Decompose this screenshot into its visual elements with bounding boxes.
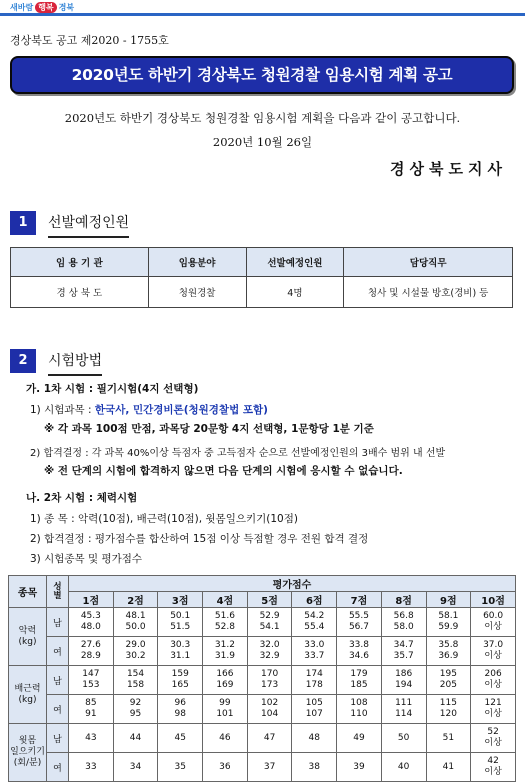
score-cell: 29.0 30.2 bbox=[113, 637, 158, 666]
score-cell: 33 bbox=[69, 753, 114, 782]
score-cell: 30.3 31.1 bbox=[158, 637, 203, 666]
score-cell: 33.0 33.7 bbox=[292, 637, 337, 666]
pass-note: ※ 전 단계의 시험에 합격하지 않으면 다음 단계의 시험에 응시할 수 없습니다. bbox=[44, 465, 403, 477]
score-cell: 96 98 bbox=[158, 695, 203, 724]
sex-label: 남 bbox=[47, 666, 69, 695]
score-cell: 195 205 bbox=[426, 666, 471, 695]
score-cell: 50 bbox=[381, 724, 426, 753]
logo-left-text: 새바람 bbox=[10, 3, 34, 12]
score-cell: 37 bbox=[247, 753, 292, 782]
score-cell: 47 bbox=[247, 724, 292, 753]
subjects-note: ※ 각 과목 100점 만점, 과목당 20문항 4지 선택형, 1문항당 1분 기준 bbox=[44, 423, 374, 435]
score-cell: 54.2 55.4 bbox=[292, 608, 337, 637]
header-point-1: 1점 bbox=[69, 592, 114, 608]
score-cell: 105 107 bbox=[292, 695, 337, 724]
score-cell: 45 bbox=[158, 724, 203, 753]
score-cell: 34.7 35.7 bbox=[381, 637, 426, 666]
sex-label: 남 bbox=[47, 608, 69, 637]
score-cell: 48.1 50.0 bbox=[113, 608, 158, 637]
header-point-9: 9점 bbox=[426, 592, 471, 608]
score-cell: 40 bbox=[381, 753, 426, 782]
recruitment-header-row bbox=[11, 248, 513, 277]
score-cell: 37.0 이상 bbox=[471, 637, 516, 666]
cell-count: 4명 bbox=[246, 277, 344, 308]
cell-field: 청원경찰 bbox=[148, 277, 246, 308]
points-header-row bbox=[9, 592, 516, 608]
score-cell: 85 91 bbox=[69, 695, 114, 724]
first-exam-title: 가. 1차 시험 : 필기시험(4지 선택형) bbox=[26, 383, 199, 395]
logo-heart: 행복 bbox=[35, 2, 56, 13]
score-cell: 39 bbox=[337, 753, 382, 782]
score-cell: 41 bbox=[426, 753, 471, 782]
subjects-label: 1) 시험과목 : bbox=[30, 404, 95, 416]
header-point-3: 3점 bbox=[158, 592, 203, 608]
score-cell: 52 이상 bbox=[471, 724, 516, 753]
score-cell: 44 bbox=[113, 724, 158, 753]
score-cell: 99 101 bbox=[203, 695, 248, 724]
score-cell: 170 173 bbox=[247, 666, 292, 695]
score-cell: 42 이상 bbox=[471, 753, 516, 782]
sex-label: 여 bbox=[47, 753, 69, 782]
sex-label: 남 bbox=[47, 724, 69, 753]
recruitment-table bbox=[10, 247, 513, 308]
score-cell: 43 bbox=[69, 724, 114, 753]
score-cell: 50.1 51.5 bbox=[158, 608, 203, 637]
header-agency: 임 용 기 관 bbox=[11, 248, 149, 277]
score-cell: 48 bbox=[292, 724, 337, 753]
header-point-5: 5점 bbox=[247, 592, 292, 608]
notice-number: 경상북도 공고 제2020 - 1755호 bbox=[10, 34, 169, 47]
table-row bbox=[9, 695, 516, 724]
header-point-4: 4점 bbox=[203, 592, 248, 608]
table-row bbox=[11, 277, 513, 308]
cell-duty: 청사 및 시설물 방호(경비) 등 bbox=[344, 277, 513, 308]
score-cell: 49 bbox=[337, 724, 382, 753]
second-pass-rule: 2) 합격결정 : 평가점수를 합산하여 15점 이상 득점할 경우 전원 합격 결정 bbox=[30, 533, 369, 545]
score-cell: 51.6 52.8 bbox=[203, 608, 248, 637]
second-exam-title: 나. 2차 시험 : 체력시험 bbox=[26, 492, 138, 504]
score-cell: 34 bbox=[113, 753, 158, 782]
score-cell: 102 104 bbox=[247, 695, 292, 724]
header-duty: 담당직무 bbox=[344, 248, 513, 277]
score-cell: 36 bbox=[203, 753, 248, 782]
score-cell: 55.5 56.7 bbox=[337, 608, 382, 637]
events-line: 1) 종 목 : 악력(10점), 배근력(10점), 윗몸일으키기(10점) bbox=[30, 513, 298, 525]
scoring-label: 3) 시험종목 및 평가점수 bbox=[30, 553, 143, 565]
section-1-title: 선발예정인원 bbox=[48, 211, 129, 238]
table-row bbox=[9, 637, 516, 666]
section-1-number: 1 bbox=[10, 211, 36, 235]
header-point-7: 7점 bbox=[337, 592, 382, 608]
score-cell: 206 이상 bbox=[471, 666, 516, 695]
header-event: 종목 bbox=[9, 576, 47, 608]
score-cell: 32.0 32.9 bbox=[247, 637, 292, 666]
score-cell: 38 bbox=[292, 753, 337, 782]
score-cell: 56.8 58.0 bbox=[381, 608, 426, 637]
score-cell: 121 이상 bbox=[471, 695, 516, 724]
page-title: 2020년도 하반기 경상북도 청원경찰 임용시험 계획 공고 bbox=[10, 56, 514, 94]
score-cell: 147 153 bbox=[69, 666, 114, 695]
score-cell: 35 bbox=[158, 753, 203, 782]
score-cell: 108 110 bbox=[337, 695, 382, 724]
score-cell: 58.1 59.9 bbox=[426, 608, 471, 637]
cell-agency: 경 상 북 도 bbox=[11, 277, 149, 308]
table-row bbox=[9, 753, 516, 782]
score-cell: 45.3 48.0 bbox=[69, 608, 114, 637]
gyeongbuk-logo bbox=[10, 2, 74, 13]
header-point-2: 2점 bbox=[113, 592, 158, 608]
score-cell: 35.8 36.9 bbox=[426, 637, 471, 666]
header-sex: 성별 bbox=[47, 576, 69, 608]
sex-label: 여 bbox=[47, 637, 69, 666]
score-cell: 51 bbox=[426, 724, 471, 753]
score-cell: 31.2 31.9 bbox=[203, 637, 248, 666]
score-cell: 159 165 bbox=[158, 666, 203, 695]
header-point-6: 6점 bbox=[292, 592, 337, 608]
score-cell: 52.9 54.1 bbox=[247, 608, 292, 637]
score-cell: 33.8 34.6 bbox=[337, 637, 382, 666]
score-cell: 92 95 bbox=[113, 695, 158, 724]
table-row bbox=[9, 724, 516, 753]
score-cell: 154 158 bbox=[113, 666, 158, 695]
event-name: 배근력 (kg) bbox=[9, 666, 47, 724]
score-cell: 111 114 bbox=[381, 695, 426, 724]
header-rule bbox=[0, 13, 525, 16]
subjects-line bbox=[30, 402, 268, 417]
header-point-8: 8점 bbox=[381, 592, 426, 608]
intro-text: 2020년도 하반기 경상북도 청원경찰 임용시험 계획을 다음과 같이 공고합니다. bbox=[64, 111, 461, 125]
table-row bbox=[9, 608, 516, 637]
issuer: 경상북도지사 bbox=[390, 160, 507, 178]
table-row bbox=[9, 666, 516, 695]
score-cell: 60.0 이상 bbox=[471, 608, 516, 637]
score-cell: 166 169 bbox=[203, 666, 248, 695]
header-field: 임용분야 bbox=[148, 248, 246, 277]
score-cell: 174 178 bbox=[292, 666, 337, 695]
score-cell: 186 194 bbox=[381, 666, 426, 695]
header-scores: 평가점수 bbox=[69, 576, 516, 592]
notice-date: 2020년 10월 26일 bbox=[212, 135, 313, 149]
score-table bbox=[8, 575, 516, 782]
logo-right-text: 경북 bbox=[58, 3, 75, 12]
score-table-body bbox=[9, 608, 516, 782]
section-2-number: 2 bbox=[10, 349, 36, 373]
pass-rule: 2) 합격결정 : 각 과목 40%이상 득점자 중 고득점자 순으로 선발예정인원의 3배수 범위 내 선발 bbox=[30, 448, 446, 459]
subjects-value: 한국사, 민간경비론(청원경찰법 포함) bbox=[94, 404, 268, 416]
section-2-title: 시험방법 bbox=[48, 349, 102, 376]
event-name: 악력 (kg) bbox=[9, 608, 47, 666]
header-point-10: 10점 bbox=[471, 592, 516, 608]
score-cell: 179 185 bbox=[337, 666, 382, 695]
score-cell: 115 120 bbox=[426, 695, 471, 724]
event-name: 윗몸 일으키기 (회/분) bbox=[9, 724, 47, 782]
score-cell: 27.6 28.9 bbox=[69, 637, 114, 666]
sex-label: 여 bbox=[47, 695, 69, 724]
score-cell: 46 bbox=[203, 724, 248, 753]
header-count: 선발예정인원 bbox=[246, 248, 344, 277]
